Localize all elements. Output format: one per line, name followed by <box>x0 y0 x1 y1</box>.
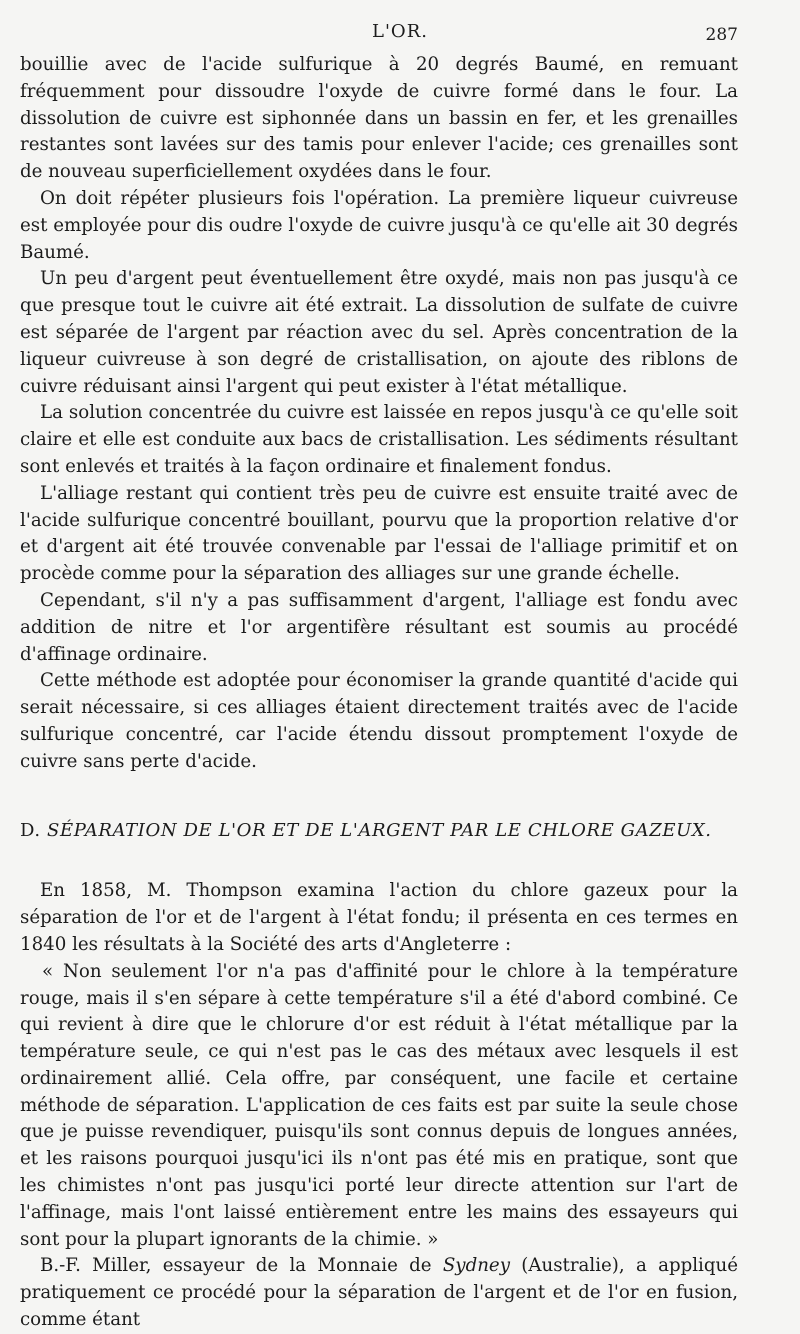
final-text-emphasis: Sydney <box>442 1255 510 1277</box>
section-title: SÉPARATION DE L'OR ET DE L'ARGENT PAR LE CHLORE GAZEUX. <box>47 819 712 841</box>
final-text-after: (Australie), a appliqué pratiquement ce procédé pour la séparation de l'argent et de l'or en fusion, comme étant <box>20 1255 738 1331</box>
paragraph: Cependant, s'il n'y a pas suffisamment d'argent, l'alliage est fondu avec addition de nitre et l'or argentifère résultant est soumis au procédé d'affinage ordinaire. <box>20 589 738 665</box>
body-text <box>20 52 738 1334</box>
section-heading <box>20 818 738 845</box>
running-head <box>0 17 800 47</box>
quotation: « Non seulement l'or n'a pas d'affinité pour le chlore à la température rouge, mais il s'en sépare à cette température s'il a été d'abord combiné. Ce qui revient à dire que le chlorure d'or est réduit à l'état métallique par la température seule, ce qui n'est pas le cas des métaux avec lesquels il est ordinairement allié. Cela offre, par conséquent, une facile et certaine méthode de séparation. L'application de ces faits est par suite la seule chose que je puisse revendiquer, puisqu'ils sont connus depuis de longues années, et les raisons pourquoi jusqu'ici ils n'ont pas été mis en pratique, sont que les chimistes n'ont pas jusqu'ici porté leur directe attention sur l'art de l'affinage, mais l'ont laissé entièrement entre les mains des essayeurs qui sont pour la plupart ignorants de la chimie. » <box>20 960 738 1250</box>
paragraph: Un peu d'argent peut éventuellement être oxydé, mais non pas jusqu'à ce que presque tout le cuivre ait été extrait. La dissolution de sulfate de cuivre est séparée de l'argent par réaction avec du sel. Après concentration de la liqueur cuivreuse à son degré de cristallisation, on ajoute des riblons de cuivre réduisant ainsi l'argent qui peut exister à l'état métallique. <box>20 268 738 397</box>
paragraph: Cette méthode est adoptée pour économiser la grande quantité d'acide qui serait nécessaire, si ces alliages étaient directement traités avec de l'acide sulfurique concentré, car l'acide étendu dissout promptement l'oxyde de cuivre sans perte d'acide. <box>20 670 738 772</box>
section-letter: D. <box>20 819 41 841</box>
paragraph: L'alliage restant qui contient très peu de cuivre est ensuite traité avec de l'acide sulfurique concentré bouillant, pourvu que la proportion relative d'or et d'argent ait été trouvée convenable par l'essai de l'alliage primitif et on procède comme pour la séparation des alliages sur une grande échelle. <box>20 482 738 585</box>
page-number: 287 <box>705 25 738 45</box>
paragraph: La solution concentrée du cuivre est laissée en repos jusqu'à ce qu'elle soit claire et elle est conduite aux bacs de cristallisation. Les sédiments résultant sont enlevés et traités à la façon ordinaire et finalement fondus. <box>20 402 738 477</box>
paragraph: On doit répéter plusieurs fois l'opération. La première liqueur cuivreuse est employée pour dis oudre l'oxyde de cuivre jusqu'à ce qu'elle ait 30 degrés Baumé. <box>20 187 738 263</box>
paragraph-continuation: bouillie avec de l'acide sulfurique à 20 degrés Baumé, en remuant fréquemment pour dissoudre l'oxyde de cuivre formé dans le four. La dissolution de cuivre est siphonnée dans un bassin en fer, et les grenailles restantes sont lavées sur des tamis pour enlever l'acide; ces grenailles sont de nouveau superficiellement oxydées dans le four. <box>20 54 738 183</box>
running-title: L'OR. <box>372 21 428 42</box>
final-text-before: B.-F. Miller, essayeur de la Monnaie de <box>40 1255 443 1277</box>
paragraph: En 1858, M. Thompson examina l'action du chlore gazeux pour la séparation de l'or et de l'argent à l'état fondu; il présenta en ces termes en 1840 les résultats à la Société des arts d'Angleterre : <box>20 880 738 955</box>
paragraph-final <box>20 1253 738 1333</box>
